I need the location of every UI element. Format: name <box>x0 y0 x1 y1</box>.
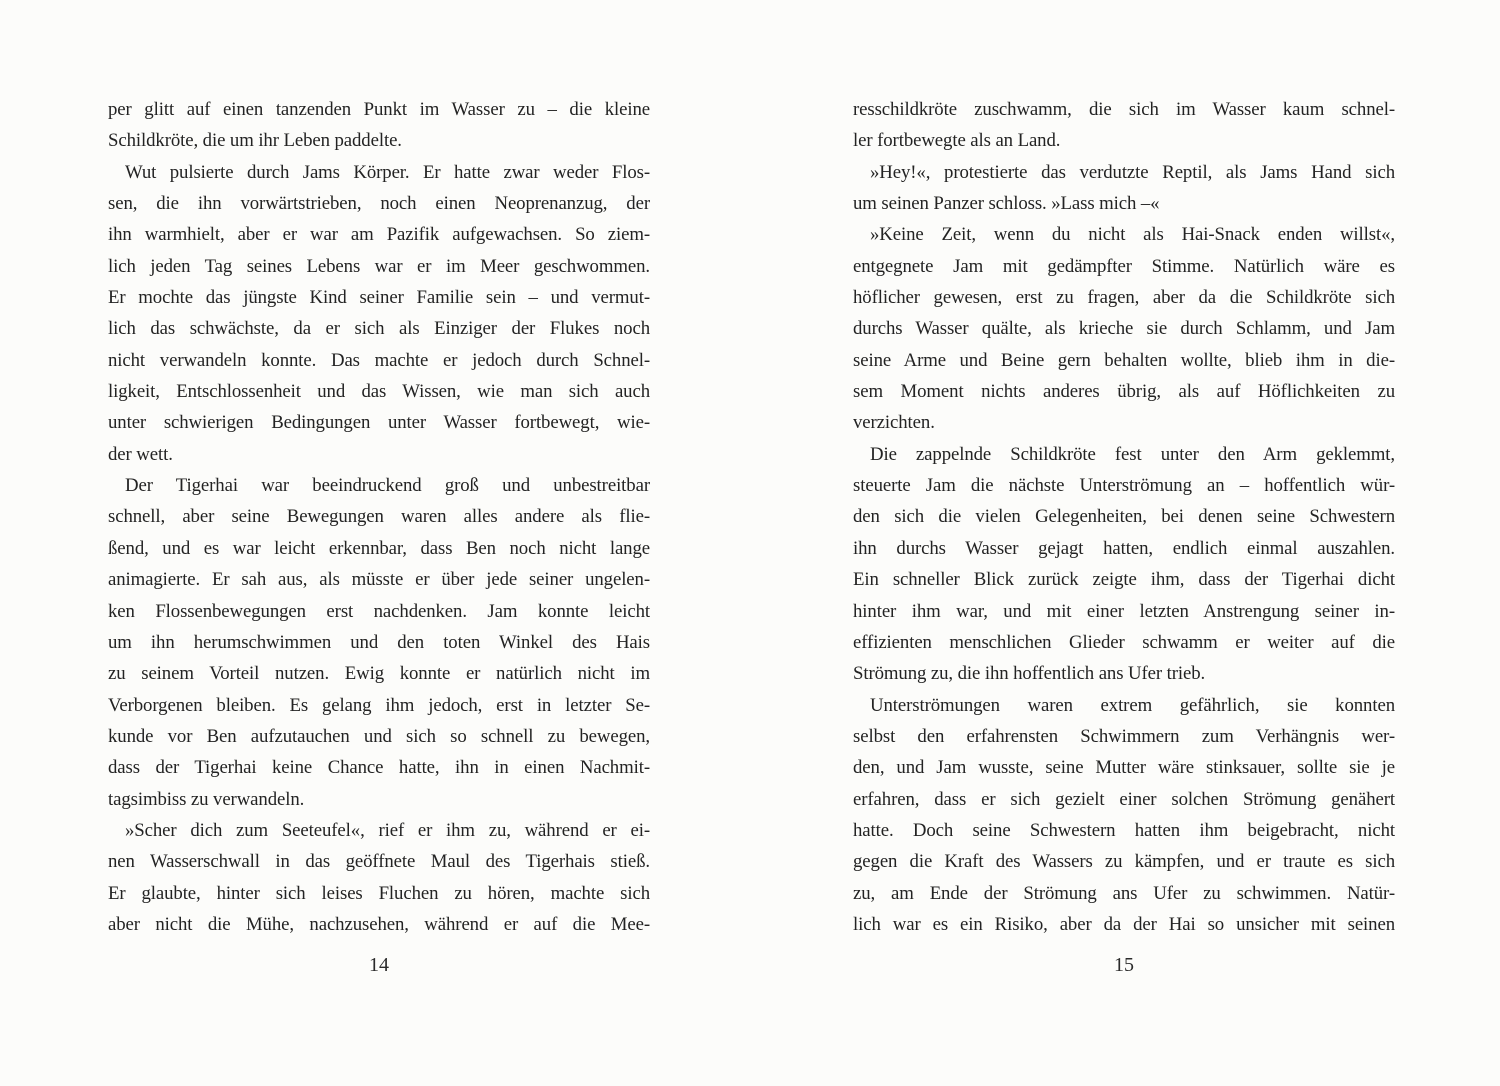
text-line: lich war es ein Risiko, aber da der Hai so unsicher mit seinen <box>853 913 1395 935</box>
page-number-right: 15 <box>1114 954 1134 976</box>
text-line: Der Tigerhai war beeindruckend groß und unbestreitbar <box>125 475 650 497</box>
text-line: hatte. Doch seine Schwestern hatten ihm beigebracht, nicht <box>853 819 1395 841</box>
text-line: ihn warmhielt, aber er war am Pazifik aufgewachsen. So ziem- <box>108 224 650 246</box>
text-line: »Hey!«, protestierte das verdutzte Reptil, als Jams Hand sich <box>870 161 1395 183</box>
page-left-text-block <box>108 94 650 940</box>
text-line: Schildkröte, die um ihr Leben paddelte. <box>108 130 402 152</box>
text-line: Er glaubte, hinter sich leises Fluchen zu hören, machte sich <box>108 882 650 904</box>
text-line: ligkeit, Entschlossenheit und das Wissen, wie man sich auch <box>108 381 650 403</box>
text-line: höflicher gewesen, erst zu fragen, aber da die Schildkröte sich <box>853 287 1395 309</box>
text-line: per glitt auf einen tanzenden Punkt im Wasser zu – die kleine <box>108 99 650 120</box>
text-line: kunde vor Ben aufzutauchen und sich so schnell zu bewegen, <box>108 725 650 747</box>
text-line: effizienten menschlichen Glieder schwamm er weiter auf die <box>853 631 1395 653</box>
text-line: seine Arme und Beine gern behalten wollte, blieb ihm in die- <box>853 349 1395 371</box>
text-line: unter schwierigen Bedingungen unter Wasser fortbewegt, wie- <box>108 412 650 434</box>
text-line: Wut pulsierte durch Jams Körper. Er hatte zwar weder Flos- <box>125 161 650 183</box>
text-line: Strömung zu, die ihn hoffentlich ans Ufer trieb. <box>853 663 1206 685</box>
page-left <box>80 0 720 1086</box>
text-line: entgegnete Jam mit gedämpfter Stimme. Natürlich wäre es <box>853 255 1395 277</box>
text-line: den, und Jam wusste, seine Mutter wäre stinksauer, sollte sie je <box>853 757 1395 779</box>
text-line: lich jeden Tag seines Lebens war er im Meer geschwommen. <box>108 255 650 277</box>
page-right-text-block <box>853 94 1395 940</box>
text-line: »Keine Zeit, wenn du nicht als Hai-Snack enden willst«, <box>870 224 1395 246</box>
text-line: dass der Tigerhai keine Chance hatte, ihn in einen Nachmit- <box>108 757 650 779</box>
page-right <box>825 0 1465 1086</box>
text-line: durchs Wasser quälte, als krieche sie durch Schlamm, und Jam <box>853 318 1395 340</box>
text-line: sen, die ihn vorwärtstrieben, noch einen Neoprenanzug, der <box>108 193 650 215</box>
text-line: zu seinem Vorteil nutzen. Ewig konnte er natürlich nicht im <box>108 663 650 685</box>
text-line: hinter ihm war, und mit einer letzten Anstrengung seiner in- <box>853 600 1395 622</box>
text-line: verzichten. <box>853 412 935 434</box>
text-line: ihn durchs Wasser gejagt hatten, endlich einmal auszahlen. <box>853 537 1395 559</box>
text-line: resschildkröte zuschwamm, die sich im Wasser kaum schnel- <box>853 99 1395 120</box>
text-line: gegen die Kraft des Wassers zu kämpfen, und er traute es sich <box>853 851 1395 873</box>
text-line: den sich die vielen Gelegenheiten, bei denen seine Schwestern <box>853 506 1395 528</box>
text-line: um ihn herumschwimmen und den toten Winkel des Hais <box>108 631 650 653</box>
text-line: zu, am Ende der Strömung ans Ufer zu schwimmen. Natür- <box>853 882 1395 904</box>
text-line: ken Flossenbewegungen erst nachdenken. Jam konnte leicht <box>108 600 650 622</box>
text-line: Verborgenen bleiben. Es gelang ihm jedoch, erst in letzter Se- <box>108 694 650 716</box>
text-line: nen Wasserschwall in das geöffnete Maul des Tigerhais stieß. <box>108 851 650 873</box>
text-line: schnell, aber seine Bewegungen waren alles andere als flie- <box>108 506 650 528</box>
text-line: um seinen Panzer schloss. »Lass mich –« <box>853 193 1160 215</box>
text-line: ler fortbewegte als an Land. <box>853 130 1061 152</box>
text-line: aber nicht die Mühe, nachzusehen, während er auf die Mee- <box>108 913 650 935</box>
text-line: Ein schneller Blick zurück zeigte ihm, dass der Tigerhai dicht <box>853 569 1395 591</box>
text-line: Die zappelnde Schildkröte fest unter den Arm geklemmt, <box>870 443 1395 465</box>
page-number-left: 14 <box>369 954 389 976</box>
text-line: Unterströmungen waren extrem gefährlich, sie konnten <box>870 694 1395 716</box>
text-line: nicht verwandeln konnte. Das machte er jedoch durch Schnel- <box>108 349 650 371</box>
text-line: steuerte Jam die nächste Unterströmung an – hoffentlich wür- <box>853 475 1395 497</box>
text-line: der wett. <box>108 443 173 465</box>
text-line: animagierte. Er sah aus, als müsste er über jede seiner ungelen- <box>108 569 650 591</box>
text-line: erfahren, dass er sich gezielt einer solchen Strömung genähert <box>853 788 1395 810</box>
text-line: sem Moment nichts anderes übrig, als auf Höflichkeiten zu <box>853 381 1395 403</box>
text-line: Er mochte das jüngste Kind seiner Familie sein – und vermut- <box>108 287 650 309</box>
text-line: ßend, und es war leicht erkennbar, dass Ben noch nicht lange <box>108 537 650 559</box>
text-line: tagsimbiss zu verwandeln. <box>108 788 305 810</box>
text-line: selbst den erfahrensten Schwimmern zum Verhängnis wer- <box>853 725 1395 747</box>
text-line: »Scher dich zum Seeteufel«, rief er ihm zu, während er ei- <box>125 819 650 841</box>
text-line: lich das schwächste, da er sich als Einziger der Flukes noch <box>108 318 650 340</box>
